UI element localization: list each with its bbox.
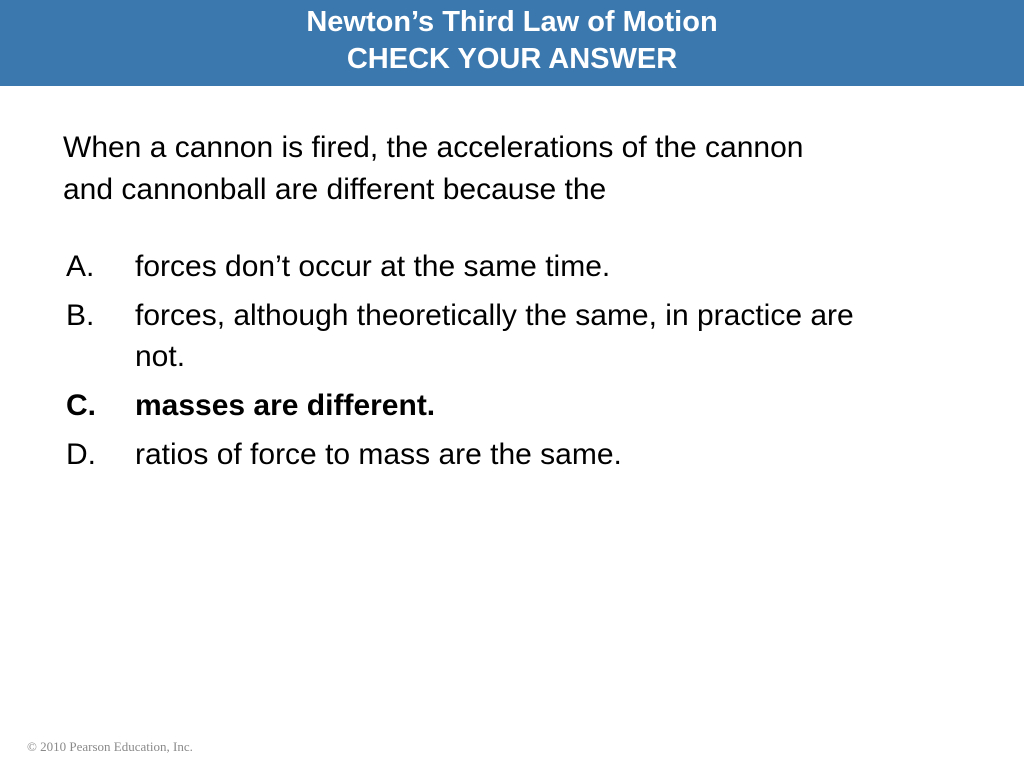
option-a-text: forces don’t occur at the same time. bbox=[135, 250, 611, 283]
slide-title-line-2: CHECK YOUR ANSWER bbox=[346, 43, 678, 75]
option-c-text: masses are different. bbox=[135, 389, 436, 422]
option-d-letter: D. bbox=[66, 438, 96, 471]
option-a-letter: A. bbox=[66, 250, 95, 283]
header-bar bbox=[0, 0, 1024, 86]
option-d bbox=[66, 434, 966, 475]
answer-options bbox=[66, 246, 966, 483]
option-b bbox=[66, 295, 966, 377]
copyright-footer: © 2010 Pearson Education, Inc. bbox=[27, 739, 193, 754]
question-line-1: When a cannon is fired, the accelerations of the cannon bbox=[63, 131, 804, 164]
option-b-letter: B. bbox=[66, 299, 95, 332]
question-text bbox=[63, 127, 963, 211]
option-d-text: ratios of force to mass are the same. bbox=[135, 438, 622, 471]
question-line-2: and cannonball are different because the bbox=[63, 173, 607, 206]
option-b-text-line-1: forces, although theoretically the same, in practice are bbox=[135, 299, 854, 332]
slide-title-line-1: Newton’s Third Law of Motion bbox=[306, 6, 718, 38]
option-a bbox=[66, 246, 966, 287]
option-c-correct-answer bbox=[66, 385, 966, 426]
option-c-letter: C. bbox=[66, 389, 96, 422]
option-b-text-line-2: not. bbox=[135, 340, 186, 373]
slide-title bbox=[0, 4, 1024, 78]
